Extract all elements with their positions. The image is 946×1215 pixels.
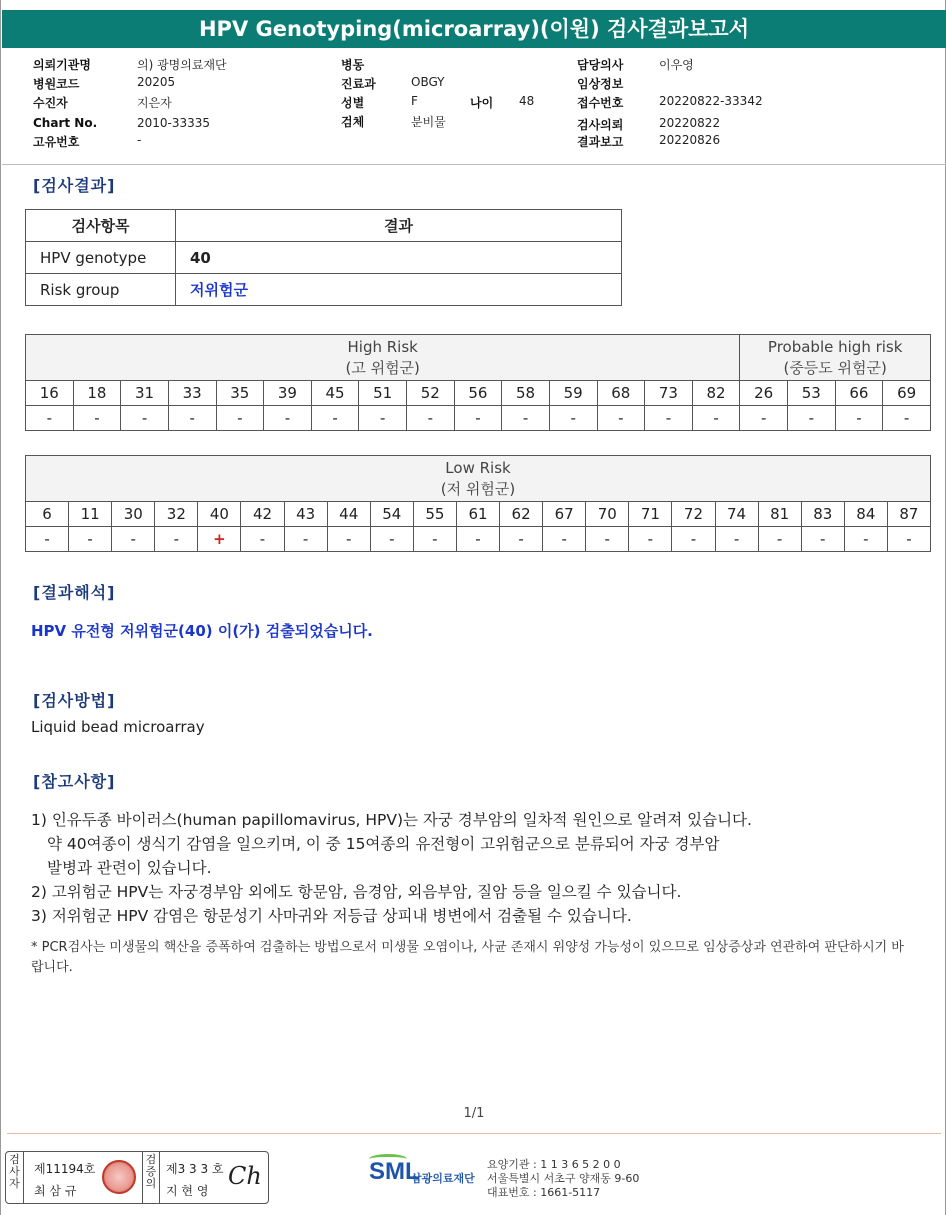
genotype-result-cell: -	[586, 527, 629, 552]
logo-mark: SML	[369, 1158, 420, 1185]
result-row	[26, 527, 931, 552]
page-number: 1/1	[463, 1106, 485, 1121]
info-value: 20205	[137, 75, 176, 89]
note-item: 2) 고위험군 HPV는 자궁경부암 외에도 항문암, 음경암, 외음부암, 질암 등을 일으킬 수 있습니다.	[31, 883, 682, 901]
info-value: 20220826	[659, 133, 721, 147]
low-risk-table	[25, 455, 931, 552]
genotype-cell: 55	[413, 502, 456, 527]
footer-divider	[7, 1133, 941, 1134]
genotype-cell: 70	[586, 502, 629, 527]
probable-risk-subtitle: (중등도 위험군)	[783, 358, 887, 377]
genotype-result-cell: -	[284, 527, 327, 552]
genotype-cell: 35	[216, 381, 264, 406]
info-label: 성별	[341, 96, 365, 110]
genotype-cell: 81	[758, 502, 801, 527]
genotype-result-cell: -	[629, 527, 672, 552]
genotype-cell: 59	[549, 381, 597, 406]
probable-risk-title: Probable high risk	[767, 337, 903, 356]
tester-name: 최 삼 규	[34, 1184, 77, 1198]
interpretation-text: HPV 유전형 저위험군(40) 이(가) 검출되었습니다.	[31, 622, 373, 640]
note-item: 1) 인유두종 바이러스(human papillomavirus, HPV)는 자궁 경부암의 일차적 원인으로 알려져 있습니다.	[31, 811, 752, 829]
genotype-cell: 32	[155, 502, 198, 527]
info-value: 분비물	[411, 115, 446, 129]
pcr-footnote: * PCR검사는 미생물의 핵산을 증폭하여 검출하는 방법으로서 미생물 오염이나, 사균 존재시 위양성 가능성이 있으므로 임상증상과 연관하여 판단하시기 바랍니다.	[31, 940, 904, 975]
section-title-interpretation: [결과해석]	[33, 583, 116, 602]
genotype-result-cell: -	[835, 406, 883, 431]
info-value: 지은자	[137, 96, 172, 110]
result-table	[25, 209, 622, 306]
info-label: 나이	[470, 96, 494, 110]
high-risk-subtitle: (고 위험군)	[345, 358, 420, 377]
institution-code: 요양기관 : 1 1 3 6 5 2 0 0	[487, 1158, 621, 1171]
info-value: 20220822	[659, 116, 721, 130]
info-label: 검사의뢰	[577, 118, 624, 132]
genotype-cell: 69	[883, 381, 931, 406]
info-value: 이우영	[659, 58, 694, 72]
genotype-result-cell: -	[26, 527, 69, 552]
genotype-cell: 11	[69, 502, 112, 527]
genotype-cell: 62	[500, 502, 543, 527]
genotype-result-cell: -	[758, 527, 801, 552]
genotype-result-cell: -	[359, 406, 407, 431]
genotype-result-cell: -	[502, 406, 550, 431]
genotype-result-cell: -	[844, 527, 887, 552]
genotype-cell: 66	[835, 381, 883, 406]
handwritten-signature: Ch	[228, 1162, 262, 1190]
genotype-cell: 39	[264, 381, 312, 406]
info-label: 병원코드	[33, 77, 80, 91]
result-item: Risk group	[26, 274, 176, 306]
logo-org-name: 삼광의료재단	[411, 1172, 475, 1185]
info-label: 담당의사	[577, 58, 624, 72]
section-title-method: [검사방법]	[33, 691, 116, 710]
genotype-cell: 53	[788, 381, 836, 406]
genotype-result-cell: -	[216, 406, 264, 431]
info-label: 의뢰기관명	[33, 58, 91, 72]
info-label: 수진자	[33, 96, 68, 110]
phone: 대표번호 : 1661-5117	[487, 1186, 601, 1199]
genotype-cell: 33	[168, 381, 216, 406]
genotype-cell: 71	[629, 502, 672, 527]
result-value: 저위험군	[176, 274, 622, 306]
tester-label: 검사자	[6, 1152, 24, 1203]
genotype-result-cell: -	[264, 406, 312, 431]
approver-name: 지 현 영	[166, 1184, 209, 1198]
result-item: HPV genotype	[26, 242, 176, 274]
report-title: HPV Genotyping(microarray)(이원) 검사결과보고서	[2, 10, 946, 48]
genotype-result-cell: -	[692, 406, 740, 431]
note-item-cont: 발병과 관련이 있습니다.	[47, 859, 212, 877]
section-title-result: [검사결과]	[33, 176, 116, 195]
genotype-cell: 51	[359, 381, 407, 406]
genotype-result-cell: -	[73, 406, 121, 431]
genotype-result-cell: -	[543, 527, 586, 552]
genotype-result-cell: -	[327, 527, 370, 552]
genotype-cell: 30	[112, 502, 155, 527]
genotype-row	[26, 381, 931, 406]
divider	[2, 164, 946, 165]
genotype-cell: 82	[692, 381, 740, 406]
genotype-result-cell: -	[740, 406, 788, 431]
genotype-result-cell: -	[672, 527, 715, 552]
genotype-cell: 18	[73, 381, 121, 406]
info-value: 2010-33335	[137, 116, 211, 130]
genotype-result-cell: -	[311, 406, 359, 431]
genotype-result-cell: -	[370, 527, 413, 552]
info-label: 고유번호	[33, 135, 80, 149]
result-value: 40	[176, 242, 622, 274]
info-label: 병동	[341, 58, 365, 72]
genotype-cell: 56	[454, 381, 502, 406]
note-item: 3) 저위험군 HPV 감염은 항문성기 사마귀와 저등급 상피내 병변에서 검출될 수 있습니다.	[31, 907, 632, 925]
genotype-result-cell: -	[69, 527, 112, 552]
approver-license: 제3 3 3 호	[166, 1162, 224, 1176]
column-header: 검사항목	[26, 210, 176, 242]
logo-swoosh-icon	[369, 1154, 407, 1164]
genotype-row	[26, 502, 931, 527]
info-value: 48	[519, 94, 535, 108]
genotype-result-cell: -	[26, 406, 74, 431]
footer-address	[487, 1158, 639, 1200]
address: 서울특별시 서초구 양재동 9-60	[487, 1172, 640, 1185]
genotype-result-cell: +	[198, 527, 241, 552]
table-row	[26, 274, 622, 306]
low-risk-title: Low Risk	[445, 458, 511, 477]
genotype-cell: 31	[121, 381, 169, 406]
genotype-cell: 83	[801, 502, 844, 527]
genotype-result-cell: -	[413, 527, 456, 552]
method-text: Liquid bead microarray	[31, 718, 205, 736]
low-risk-header	[26, 456, 931, 502]
genotype-result-cell: -	[715, 527, 758, 552]
genotype-result-cell: -	[645, 406, 693, 431]
high-risk-table	[25, 334, 931, 431]
info-value: 20220822-33342	[659, 94, 763, 108]
low-risk-subtitle: (저 위험군)	[440, 479, 516, 498]
genotype-cell: 45	[311, 381, 359, 406]
info-value: -	[137, 133, 142, 147]
genotype-result-cell: -	[155, 527, 198, 552]
genotype-result-cell: -	[168, 406, 216, 431]
approver-label: 검증의	[142, 1152, 160, 1203]
genotype-cell: 16	[26, 381, 74, 406]
genotype-cell: 68	[597, 381, 645, 406]
genotype-cell: 72	[672, 502, 715, 527]
genotype-cell: 26	[740, 381, 788, 406]
info-label: 임상정보	[577, 77, 624, 91]
genotype-result-cell: -	[454, 406, 502, 431]
genotype-cell: 44	[327, 502, 370, 527]
genotype-result-cell: -	[456, 527, 499, 552]
result-row	[26, 406, 931, 431]
genotype-cell: 84	[844, 502, 887, 527]
genotype-result-cell: -	[121, 406, 169, 431]
probable-risk-header	[740, 335, 931, 381]
genotype-result-cell: -	[549, 406, 597, 431]
info-value: 의) 광명의료재단	[137, 58, 227, 72]
patient-info	[33, 56, 933, 152]
genotype-cell: 40	[198, 502, 241, 527]
high-risk-header	[26, 335, 740, 381]
genotype-result-cell: -	[500, 527, 543, 552]
tester-license: 제11194호	[34, 1162, 96, 1176]
genotype-cell: 43	[284, 502, 327, 527]
info-label: 검체	[341, 115, 365, 129]
info-label: Chart No.	[33, 116, 98, 130]
column-header: 결과	[176, 210, 622, 242]
genotype-cell: 73	[645, 381, 693, 406]
genotype-cell: 67	[543, 502, 586, 527]
genotype-result-cell: -	[788, 406, 836, 431]
seal-stamp-icon	[102, 1160, 136, 1194]
genotype-cell: 42	[241, 502, 284, 527]
signature-box	[5, 1151, 269, 1204]
genotype-cell: 58	[502, 381, 550, 406]
genotype-cell: 54	[370, 502, 413, 527]
info-label: 접수번호	[577, 96, 624, 110]
notes-list	[31, 808, 911, 928]
genotype-cell: 52	[407, 381, 455, 406]
genotype-result-cell: -	[801, 527, 844, 552]
genotype-result-cell: -	[407, 406, 455, 431]
genotype-result-cell: -	[241, 527, 284, 552]
genotype-cell: 61	[456, 502, 499, 527]
genotype-result-cell: -	[112, 527, 155, 552]
info-label: 진료과	[341, 77, 376, 91]
genotype-cell: 6	[26, 502, 69, 527]
info-value: F	[411, 94, 418, 108]
genotype-cell: 87	[887, 502, 930, 527]
table-row	[26, 242, 622, 274]
note-item-cont: 약 40여종이 생식기 감염을 일으키며, 이 중 15여종의 유전형이 고위험군으로 분류되어 자궁 경부암	[47, 835, 720, 853]
company-logo	[369, 1158, 475, 1186]
genotype-result-cell: -	[597, 406, 645, 431]
section-title-notes: [참고사항]	[33, 772, 116, 791]
info-value: OBGY	[411, 75, 445, 89]
info-label: 결과보고	[577, 135, 624, 149]
high-risk-title: High Risk	[347, 337, 418, 356]
genotype-result-cell: -	[887, 527, 930, 552]
genotype-cell: 74	[715, 502, 758, 527]
genotype-result-cell: -	[883, 406, 931, 431]
